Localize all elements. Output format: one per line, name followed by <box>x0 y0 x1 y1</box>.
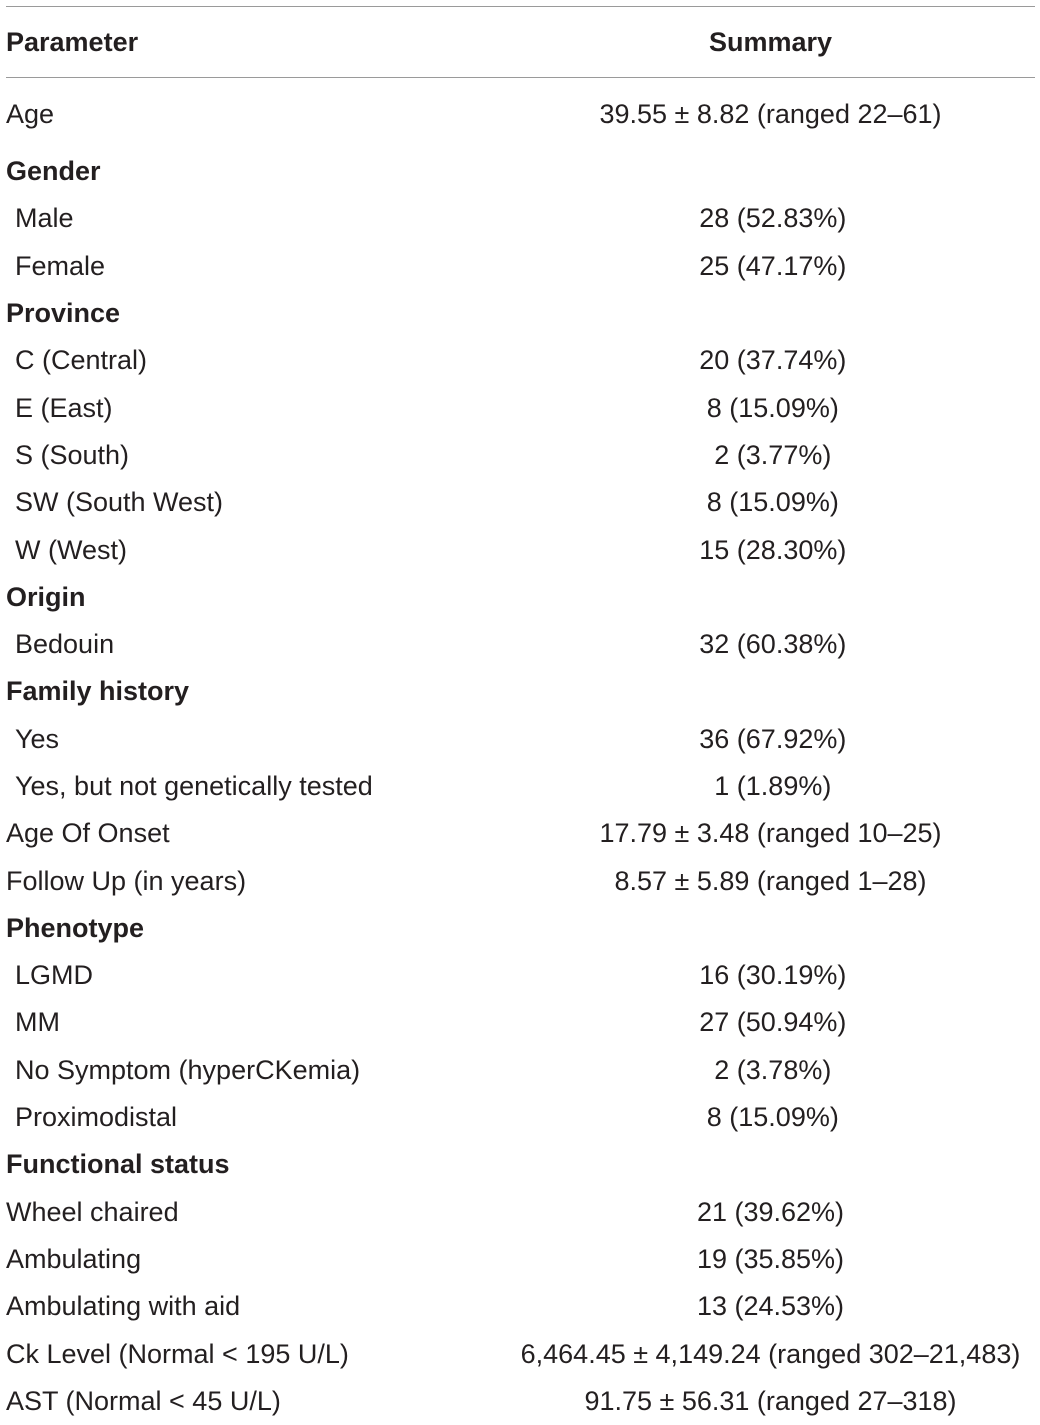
summary-cell: 19 (35.85%) <box>696 1243 845 1274</box>
table-row <box>6 384 1035 431</box>
table-row <box>6 243 1035 290</box>
section-label: Family history <box>6 676 190 707</box>
table-row <box>6 999 1035 1046</box>
parameter-cell: Yes, but not genetically tested <box>15 771 373 801</box>
table-row <box>6 337 1035 384</box>
section-row <box>6 905 1035 952</box>
table-row <box>6 526 1035 573</box>
table-row <box>6 952 1035 999</box>
summary-cell: 21 (39.62%) <box>696 1196 845 1227</box>
parameter-cell: Ambulating <box>6 1243 142 1274</box>
parameter-cell: Age <box>6 98 55 129</box>
section-label: Gender <box>6 156 101 187</box>
table-row <box>6 716 1035 763</box>
parameter-cell: Female <box>15 250 106 281</box>
section-label: Origin <box>6 581 86 612</box>
summary-cell: 8 (15.09%) <box>706 1102 839 1133</box>
summary-cell: 16 (30.19%) <box>699 960 847 991</box>
parameter-cell: Yes <box>15 723 60 754</box>
table-row <box>6 1330 1035 1377</box>
parameter-cell: Bedouin <box>15 629 115 660</box>
table-row <box>6 195 1035 242</box>
table-row <box>6 78 1035 148</box>
header-summary: Summary <box>708 26 833 57</box>
summary-cell: 15 (28.30%) <box>699 534 847 565</box>
summary-cell: 36 (67.92%) <box>699 723 847 754</box>
summary-cell: 8 (15.09%) <box>706 487 839 518</box>
summary-cell: 39.55 ± 8.82 (ranged 22–61) <box>599 98 942 129</box>
parameter-cell: C (Central) <box>15 345 148 376</box>
table-row <box>6 857 1035 904</box>
section-row <box>6 290 1035 337</box>
parameter-cell: Wheel chaired <box>6 1196 179 1227</box>
parameter-cell: S (South) <box>15 439 130 470</box>
parameter-cell: MM <box>15 1007 60 1038</box>
section-row <box>6 668 1035 715</box>
summary-cell: 13 (24.53%) <box>696 1291 845 1322</box>
summary-cell: 25 (47.17%) <box>699 250 847 281</box>
section-label: Functional status <box>6 1149 230 1180</box>
section-row <box>6 1141 1035 1188</box>
table-row <box>6 1047 1035 1094</box>
table-row <box>6 1189 1035 1236</box>
parameter-cell: AST (Normal < 45 U/L) <box>6 1385 281 1416</box>
section-label: Phenotype <box>6 912 145 943</box>
table-row <box>6 1094 1035 1141</box>
summary-cell: 1 (1.89%) <box>714 771 832 801</box>
table-body <box>6 78 1035 1425</box>
section-row <box>6 148 1035 195</box>
summary-cell: 20 (37.74%) <box>699 345 847 376</box>
parameter-cell: W (West) <box>15 534 127 565</box>
table-row <box>6 479 1035 526</box>
summary-cell: 27 (50.94%) <box>699 1007 847 1038</box>
parameter-cell: SW (South West) <box>15 487 224 518</box>
summary-cell: 2 (3.77%) <box>714 439 832 470</box>
parameter-cell: Age Of Onset <box>6 818 170 849</box>
summary-cell: 6,464.45 ± 4,149.24 (ranged 302–21,483) <box>520 1338 1021 1369</box>
table-row <box>6 1378 1035 1425</box>
parameter-cell: No Symptom (hyperCKemia) <box>15 1054 361 1085</box>
summary-cell: 8.57 ± 5.89 (ranged 1–28) <box>614 865 927 896</box>
parameter-cell: Ck Level (Normal < 195 U/L) <box>6 1338 349 1369</box>
parameter-cell: Male <box>15 203 74 234</box>
summary-cell: 91.75 ± 56.31 (ranged 27–318) <box>584 1385 957 1416</box>
header-parameter: Parameter <box>6 26 139 57</box>
summary-cell: 2 (3.78%) <box>714 1054 832 1085</box>
table-header-row <box>6 7 1035 77</box>
table-row <box>6 810 1035 857</box>
summary-table <box>6 0 1035 1425</box>
table-row <box>6 432 1035 479</box>
table-row <box>6 1283 1035 1330</box>
table-row <box>6 763 1035 810</box>
summary-cell: 17.79 ± 3.48 (ranged 10–25) <box>599 818 942 849</box>
section-row <box>6 574 1035 621</box>
parameter-cell: E (East) <box>15 392 113 423</box>
parameter-cell: Follow Up (in years) <box>6 865 247 896</box>
table-row <box>6 621 1035 668</box>
section-label: Province <box>6 298 121 329</box>
summary-cell: 28 (52.83%) <box>699 203 847 234</box>
parameter-cell: Proximodistal <box>15 1102 178 1133</box>
parameter-cell: LGMD <box>15 960 94 991</box>
summary-cell: 8 (15.09%) <box>706 392 839 423</box>
parameter-cell: Ambulating with aid <box>6 1291 241 1322</box>
table-row <box>6 1236 1035 1283</box>
summary-cell: 32 (60.38%) <box>699 629 847 660</box>
